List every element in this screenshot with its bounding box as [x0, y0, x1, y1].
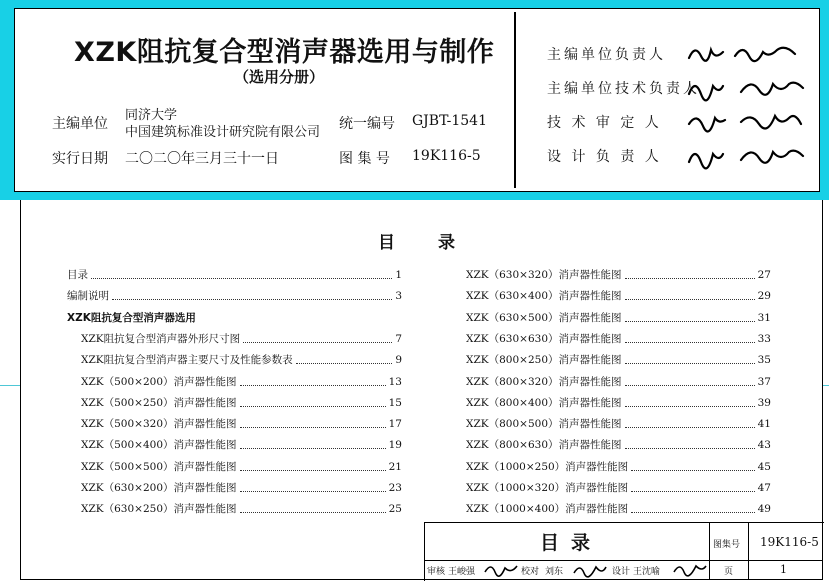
toc-heading-left: 目: [378, 233, 395, 253]
toc-entry-title: XZK（800×500）消声器性能图: [466, 418, 622, 431]
toc-entry-page: 31: [757, 311, 771, 324]
toc-entry-page: 1: [395, 269, 402, 281]
toc-entry-title: XZK阻抗复合型消声器主要尺寸及性能参数表: [81, 354, 293, 367]
toc-dot-leader: [296, 363, 393, 364]
design-name: 王沈喻: [633, 567, 661, 577]
toc-entry[interactable]: [466, 287, 771, 305]
atlas-number-label: 图 集 号: [339, 151, 390, 167]
toc-dot-leader: [243, 342, 392, 343]
design-label: 设计: [612, 567, 631, 577]
toc-dot-leader: [631, 491, 754, 492]
responsible-role-3: 技 术 审 定 人: [547, 115, 662, 131]
review-name: 王峻强: [448, 567, 476, 577]
design-signature: [672, 560, 708, 581]
toc-entry-title: XZK（630×630）消声器性能图: [466, 332, 622, 345]
toc-entry[interactable]: [81, 458, 402, 476]
toc-entry-title: XZK（500×320）消声器性能图: [81, 418, 237, 431]
toc-dot-leader: [625, 363, 755, 364]
toc-entry-title: XZK（630×250）消声器性能图: [81, 503, 237, 516]
atlas-subtitle: （选用分册）: [234, 68, 325, 86]
responsible-role-2: 主编单位技术负责人: [547, 81, 700, 97]
toc-entry-page: 47: [757, 482, 771, 494]
toc-entry[interactable]: [466, 436, 771, 454]
org-line-2: 中国建筑标准设计研究院有限公司: [125, 125, 321, 140]
toc-entry[interactable]: [81, 330, 402, 348]
toc-entry-title: XZK（500×250）消声器性能图: [81, 396, 237, 409]
page-value: 1: [780, 563, 787, 576]
review-label: 审核: [427, 567, 446, 577]
toc-entry[interactable]: [466, 415, 771, 433]
toc-entry-title: 目录: [67, 269, 88, 281]
toc-entry[interactable]: [81, 415, 402, 433]
org-line-1: 同济大学: [125, 108, 178, 123]
toc-entry-title: XZK（500×500）消声器性能图: [81, 460, 237, 473]
toc-dot-leader: [631, 470, 754, 471]
toc-entry[interactable]: [466, 500, 771, 518]
toc-entry[interactable]: [81, 373, 402, 391]
toc-dot-leader: [240, 427, 386, 428]
toc-entry[interactable]: [466, 266, 771, 284]
toc-entry-title: XZK（800×320）消声器性能图: [466, 375, 622, 388]
toc-entry-page: 13: [388, 375, 402, 388]
check-signature: [572, 560, 608, 581]
toc-dot-leader: [625, 342, 755, 343]
toc-dot-leader: [240, 470, 386, 471]
toc-entry-title: XZK阻抗复合型消声器选用: [67, 311, 196, 324]
date-label: 实行日期: [52, 151, 108, 167]
toc-entry-title: XZK（1000×250）消声器性能图: [466, 460, 629, 473]
toc-entry-page: 9: [395, 354, 402, 367]
toc-entry[interactable]: [81, 394, 402, 412]
toc-dot-leader: [631, 512, 754, 513]
toc-dot-leader: [625, 427, 755, 428]
toc-entry-title: XZK（1000×400）消声器性能图: [466, 503, 629, 516]
title-block-col-line: [748, 522, 749, 580]
toc-entry-page: 43: [757, 439, 771, 452]
toc-entry-title: XZK（630×200）消声器性能图: [81, 482, 237, 494]
toc-dot-leader: [240, 491, 386, 492]
page-label: 页: [724, 567, 734, 577]
toc-entry-page: 3: [395, 290, 402, 303]
toc-entry-page: 37: [757, 375, 771, 388]
signature-4: [685, 138, 815, 178]
toc-entry-page: 19: [388, 439, 402, 452]
toc-entry-title: XZK（630×500）消声器性能图: [466, 311, 622, 324]
toc-entry-title: 编制说明: [67, 290, 109, 303]
toc-dot-leader: [240, 406, 386, 407]
toc-entry[interactable]: [466, 394, 771, 412]
title-block-atlas-value: 19K116-5: [760, 535, 819, 549]
guide-line-left: [0, 385, 20, 386]
check-label: 校对: [521, 567, 540, 577]
toc-entry-page: 45: [757, 460, 771, 473]
toc-entry-title: XZK（500×400）消声器性能图: [81, 439, 237, 452]
title-block-col-line: [709, 522, 710, 580]
toc-entry[interactable]: [81, 436, 402, 454]
toc-dot-leader: [625, 321, 755, 322]
toc-entry-title: XZK（630×320）消声器性能图: [466, 269, 622, 281]
toc-dot-leader: [240, 512, 386, 513]
toc-dot-leader: [625, 406, 755, 407]
responsible-role-4: 设 计 负 责 人: [547, 149, 662, 165]
toc-entry-title: XZK阻抗复合型消声器外形尺寸图: [81, 332, 241, 345]
toc-dot-leader: [625, 448, 755, 449]
toc-entry[interactable]: [81, 500, 402, 518]
toc-entry-title: XZK（630×400）消声器性能图: [466, 290, 622, 303]
toc-dot-leader: [625, 385, 755, 386]
code-label: 统一编号: [339, 116, 395, 132]
guide-line-right: [823, 385, 829, 386]
responsible-role-1: 主编单位负责人: [547, 47, 666, 63]
atlas-number-value: 19K116-5: [412, 148, 481, 164]
toc-dot-leader: [240, 448, 386, 449]
toc-entry-title: XZK（1000×320）消声器性能图: [466, 482, 629, 494]
title-block-atlas-label: 图集号: [713, 540, 741, 550]
review-signature: [483, 560, 519, 581]
toc-entry-page: 49: [757, 503, 771, 516]
toc-dot-leader: [112, 299, 392, 300]
toc-entry[interactable]: [67, 309, 402, 327]
toc-entry[interactable]: [466, 309, 771, 327]
toc-entry-title: XZK（800×250）消声器性能图: [466, 354, 622, 367]
toc-entry[interactable]: [81, 351, 402, 369]
toc-entry[interactable]: [67, 266, 402, 284]
toc-entry[interactable]: [466, 458, 771, 476]
atlas-title: XZK阻抗复合型消声器选用与制作: [74, 37, 495, 68]
toc-entry-title: XZK（800×400）消声器性能图: [466, 396, 622, 409]
header-divider: [514, 12, 516, 188]
toc-dot-leader: [91, 278, 392, 279]
toc-entry[interactable]: [466, 479, 771, 497]
toc-entry-page: 23: [388, 482, 402, 494]
toc-entry-page: 35: [757, 354, 771, 367]
check-name: 刘东: [545, 567, 564, 577]
toc-entry-page: 21: [388, 460, 402, 473]
code-value: GJBT-1541: [412, 113, 487, 129]
toc-heading-right: 录: [438, 233, 455, 253]
toc-entry-page: 17: [388, 418, 402, 431]
toc-entry-page: 29: [757, 290, 771, 303]
toc-entry-page: 33: [757, 332, 771, 345]
date-value: 二〇二〇年三月三十一日: [125, 151, 279, 167]
org-label: 主编单位: [52, 116, 108, 132]
toc-entry-page: 39: [757, 396, 771, 409]
toc-entry-page: 41: [757, 418, 771, 431]
toc-entry-page: 25: [388, 503, 402, 516]
toc-dot-leader: [625, 278, 755, 279]
toc-entry[interactable]: [466, 351, 771, 369]
toc-entry[interactable]: [466, 373, 771, 391]
toc-entry-page: 27: [757, 269, 771, 281]
toc-entry[interactable]: [466, 330, 771, 348]
toc-entry-title: XZK（800×630）消声器性能图: [466, 439, 622, 452]
toc-entry-title: XZK（500×200）消声器性能图: [81, 375, 237, 388]
toc-dot-leader: [240, 385, 386, 386]
toc-entry-page: 15: [388, 396, 402, 409]
toc-entry[interactable]: [81, 479, 402, 497]
toc-dot-leader: [625, 299, 755, 300]
title-block-title: 目录: [540, 532, 603, 554]
toc-entry-page: 7: [395, 332, 402, 345]
toc-entry[interactable]: [67, 287, 402, 305]
